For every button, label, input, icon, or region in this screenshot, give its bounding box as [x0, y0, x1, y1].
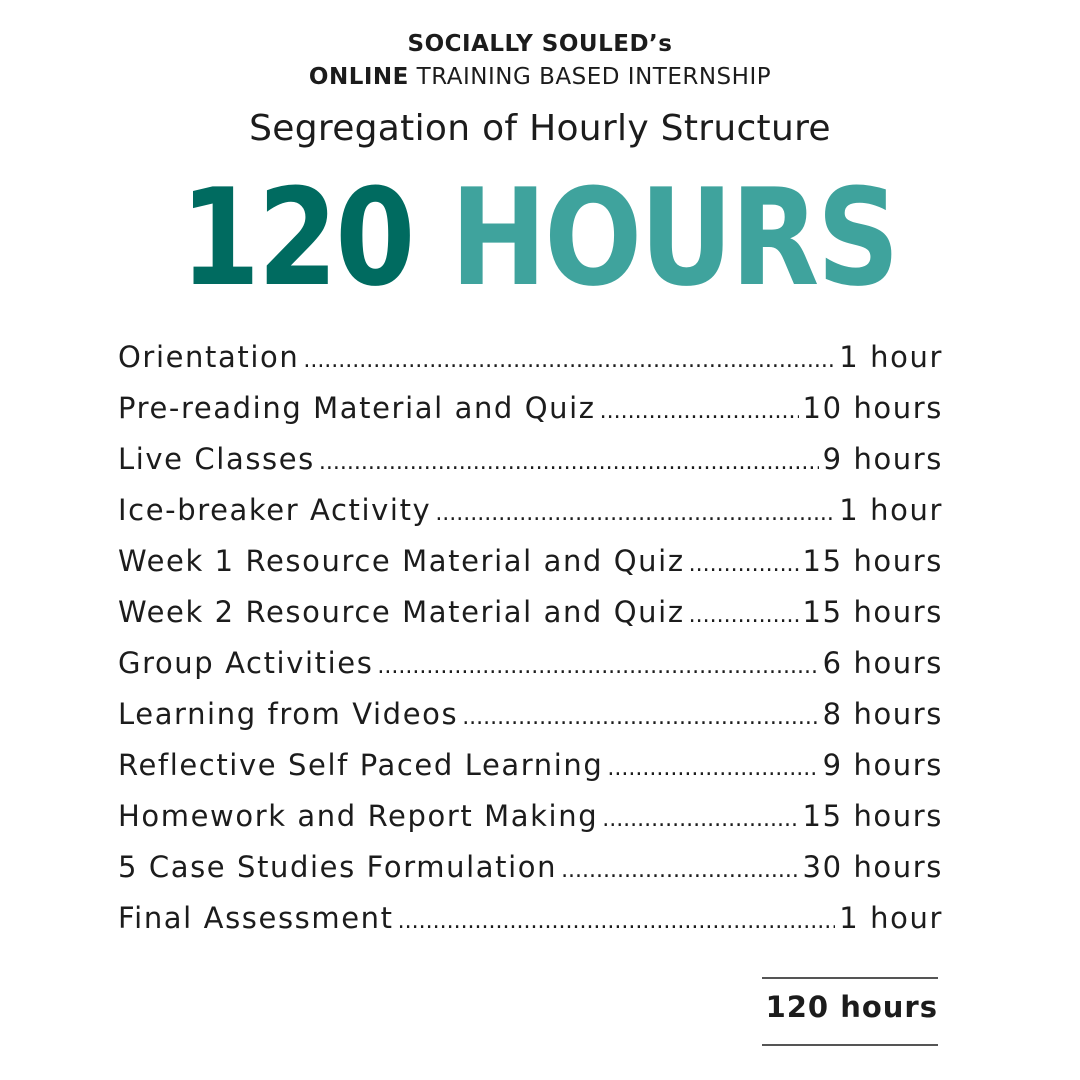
dot-leader: [689, 552, 799, 577]
dot-leader: [377, 654, 818, 679]
item-value: 6 hours: [822, 646, 943, 680]
dot-leader: [600, 399, 799, 424]
list-item: [118, 901, 943, 952]
list-item: [118, 799, 943, 850]
dot-leader: [607, 756, 818, 781]
item-value: 9 hours: [822, 748, 943, 782]
item-label: Week 2 Resource Material and Quiz: [118, 595, 685, 629]
item-value: 9 hours: [822, 442, 943, 476]
dot-leader: [561, 858, 798, 883]
item-value: 1 hour: [839, 493, 943, 527]
dot-leader: [435, 501, 835, 526]
item-label: Pre-reading Material and Quiz: [118, 391, 596, 425]
dot-leader: [303, 348, 835, 373]
hero-number: 120: [180, 160, 413, 316]
list-item: [118, 391, 943, 442]
item-label: Final Assessment: [118, 901, 394, 935]
item-label: Reflective Self Paced Learning: [118, 748, 604, 782]
item-value: 30 hours: [802, 850, 943, 884]
item-label: Orientation: [118, 340, 300, 374]
list-item: [118, 544, 943, 595]
item-label: Week 1 Resource Material and Quiz: [118, 544, 685, 578]
hero-heading: [74, 160, 1003, 316]
list-item: [118, 697, 943, 748]
program-subtitle: [0, 60, 1080, 94]
subtitle-emphasis: ONLINE: [308, 64, 409, 90]
list-item: [118, 748, 943, 799]
item-label: Homework and Report Making: [118, 799, 599, 833]
total-hours: 120 hours: [765, 990, 938, 1024]
dot-leader: [689, 603, 799, 628]
list-item: [118, 493, 943, 544]
item-label: 5 Case Studies Formulation: [118, 850, 558, 884]
item-value: 1 hour: [839, 340, 943, 374]
hero-word: HOURS: [450, 160, 898, 316]
list-item: [118, 850, 943, 901]
dot-leader: [462, 705, 818, 730]
list-item: [118, 340, 943, 391]
subtitle-rest: TRAINING BASED INTERNSHIP: [408, 64, 772, 90]
item-value: 15 hours: [802, 544, 943, 578]
item-label: Learning from Videos: [118, 697, 459, 731]
page-title: Segregation of Hourly Structure: [249, 108, 831, 149]
item-value: 15 hours: [802, 595, 943, 629]
item-value: 10 hours: [802, 391, 943, 425]
total-rule-bottom: [762, 1044, 938, 1046]
item-label: Live Classes: [118, 442, 315, 476]
header: [0, 28, 1080, 94]
item-value: 15 hours: [802, 799, 943, 833]
dot-leader: [602, 807, 798, 832]
total-rule-top: [762, 977, 938, 979]
item-value: 8 hours: [822, 697, 943, 731]
dot-leader: [319, 450, 819, 475]
list-item: [118, 646, 943, 697]
list-item: [118, 595, 943, 646]
item-label: Group Activities: [118, 646, 374, 680]
organization-name: SOCIALLY SOULED’s: [407, 31, 673, 57]
item-value: 1 hour: [839, 901, 943, 935]
dot-leader: [398, 909, 836, 934]
hours-list: [118, 340, 943, 952]
list-item: [118, 442, 943, 493]
item-label: Ice-breaker Activity: [118, 493, 432, 527]
